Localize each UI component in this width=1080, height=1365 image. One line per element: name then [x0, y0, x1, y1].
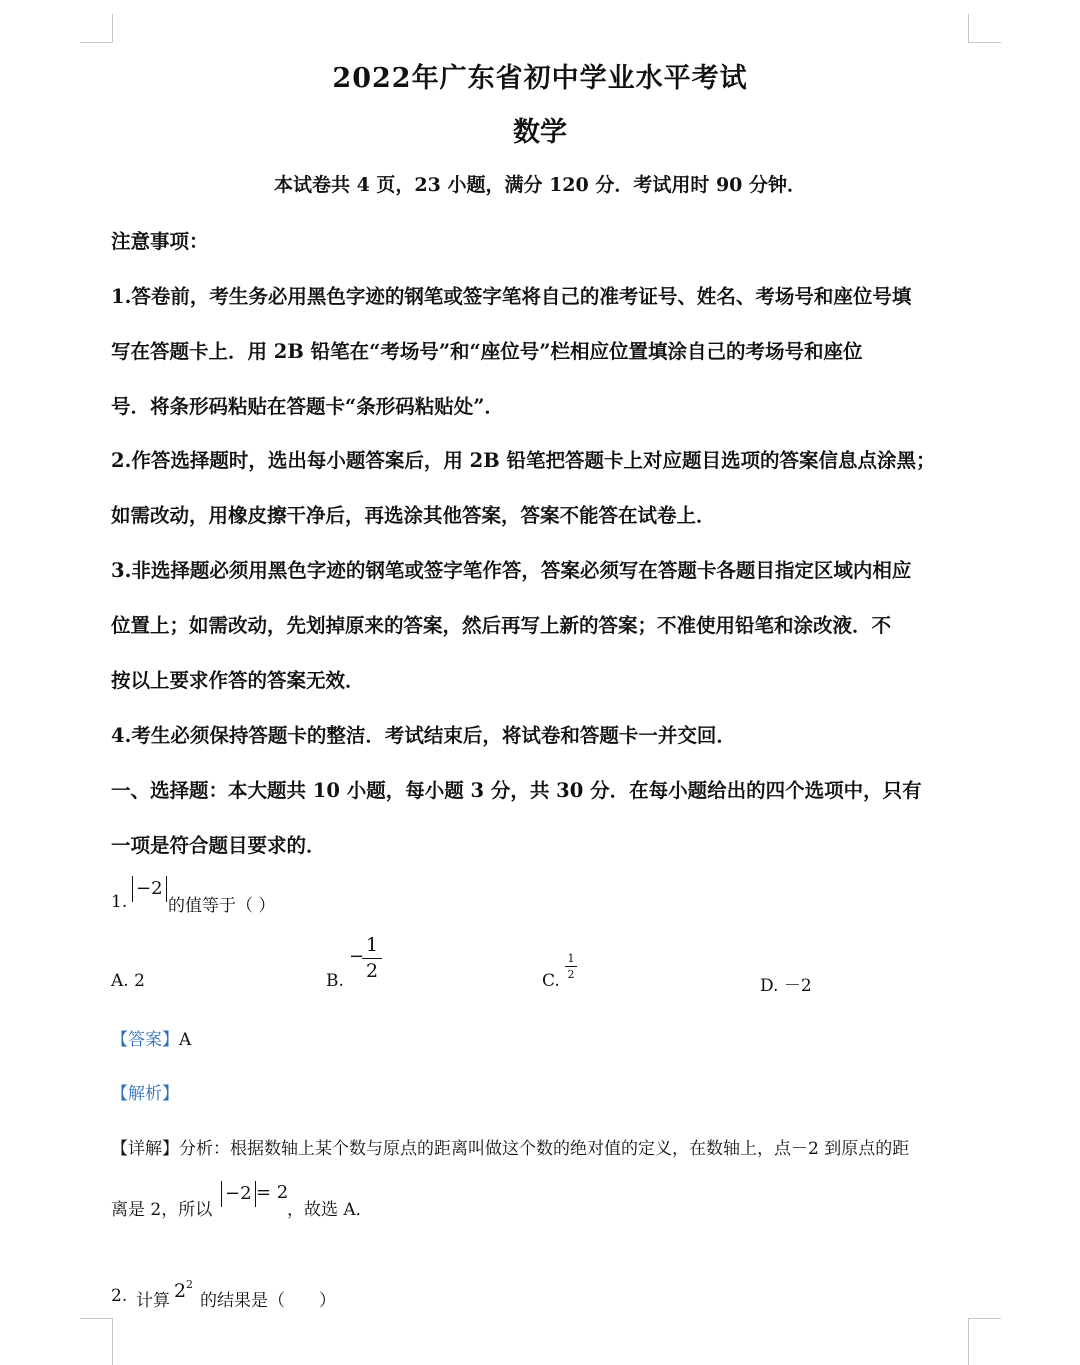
notes-line: 4.考生必须保持答题卡的整洁．考试结束后，将试卷和答题卡一并交回． — [111, 724, 736, 747]
notes-line: 号．将条形码粘贴在答题卡“条形码粘贴处”． — [111, 395, 504, 418]
q1-detail-pre: 离是 2，所以 — [111, 1200, 213, 1220]
q1-option-a: A. 2 — [111, 971, 145, 991]
fraction-bar — [362, 958, 382, 959]
fraction-numerator: 1 — [365, 934, 379, 956]
notes-line: 按以上要求作答的答案无效． — [111, 669, 365, 692]
q1-option-d: D. －2 — [760, 976, 812, 996]
q1-answer-line — [111, 1025, 191, 1050]
q1-analysis-tag: 【解析】 — [111, 1084, 179, 1104]
notes-line: 2.作答选择题时，选出每小题答案后，用 2B 铅笔把答题卡上对应题目选项的答案信息点涂黑； — [111, 449, 936, 472]
fraction-numerator: 1 — [567, 952, 575, 965]
q1-detail-post: ，故选 A． — [287, 1200, 373, 1220]
page-corner-mark-top-right — [968, 14, 1001, 43]
answer-tag: 【答案】 — [111, 1030, 179, 1050]
q1-option-b-sign: − — [349, 946, 365, 967]
notes-line: 1.答卷前，考生务必用黑色字迹的钢笔或签字笔将自己的准考证号、姓名、考场号和座位号填 — [111, 285, 912, 308]
q2-number: 2. — [111, 1286, 128, 1306]
q2-exponent: 2 — [186, 1278, 193, 1291]
section-heading: 一、选择题：本大题共 10 小题，每小题 3 分，共 30 分．在每小题给出的四个选项中，只有 — [111, 779, 922, 802]
exam-info: 本试卷共 4 页，23 小题，满分 120 分．考试用时 90 分钟． — [273, 174, 807, 196]
notes-line: 3.非选择题必须用黑色字迹的钢笔或签字笔作答，答案必须写在答题卡各题目指定区域内相应 — [111, 559, 912, 582]
q2-base: 2 — [174, 1280, 187, 1302]
q1-number: 1. — [111, 892, 128, 912]
q1-option-b-fraction — [362, 936, 382, 981]
fraction-bar — [565, 966, 577, 967]
fraction-denominator: 2 — [365, 960, 379, 982]
notes-line: 写在答题卡上．用 2B 铅笔在“考场号”和“座位号”栏相应位置填涂自己的考场号和座位 — [111, 340, 863, 363]
q1-stem: 的值等于（ ） — [168, 896, 276, 916]
q1-detail-equals: = 2 — [256, 1182, 289, 1203]
q1-detail-line: 【详解】分析：根据数轴上某个数与原点的距离叫做这个数的绝对值的定义，在数轴上，点－2 到原点的距 — [111, 1139, 910, 1159]
section-heading-cont: 一项是符合题目要求的． — [111, 834, 326, 857]
notes-heading: 注意事项： — [111, 230, 209, 253]
exam-title: 2022年广东省初中学业水平考试 — [332, 63, 748, 94]
q1-option-c-fraction — [565, 953, 577, 980]
page-corner-mark-top-left — [80, 14, 113, 43]
answer-value: A — [179, 1030, 192, 1050]
fraction-denominator: 2 — [567, 968, 575, 981]
notes-line: 如需改动，用橡皮擦干净后，再选涂其他答案，答案不能答在试卷上． — [111, 504, 716, 527]
exam-subject: 数学 — [513, 117, 567, 148]
page-corner-mark-bottom-right — [968, 1318, 1001, 1365]
q2-pre: 计算 — [136, 1291, 170, 1311]
q1-option-b-label: B. — [326, 971, 344, 991]
q1-detail-abs-expression: −2 — [221, 1181, 256, 1207]
notes-line: 位置上；如需改动，先划掉原来的答案，然后再写上新的答案；不准使用铅笔和涂改液．不 — [111, 614, 892, 637]
page-corner-mark-bottom-left — [80, 1318, 113, 1365]
q1-option-c-label: C. — [542, 971, 560, 991]
q2-post: 的结果是（ ） — [200, 1291, 336, 1311]
q1-abs-expression: −2 — [132, 876, 167, 902]
